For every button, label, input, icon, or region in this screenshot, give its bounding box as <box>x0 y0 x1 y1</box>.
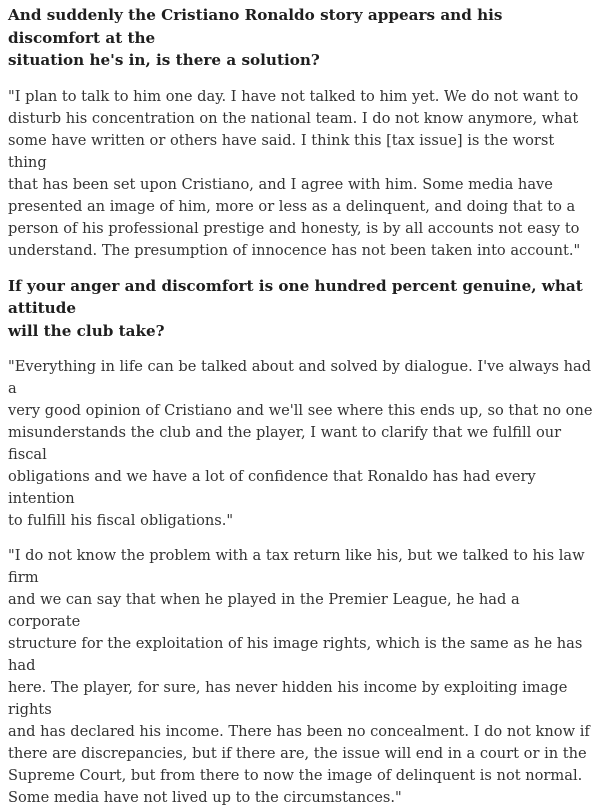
article-body <box>8 4 595 809</box>
answer-line: person of his professional prestige and honesty, is by all accounts not easy to <box>8 219 580 237</box>
answer-line: understand. The presumption of innocence has not been taken into account." <box>8 241 581 259</box>
question-line: And suddenly the Cristiano Ronaldo story appears and his discomfort at the <box>8 6 503 47</box>
answer-line: to fulfill his fiscal obligations." <box>8 512 234 529</box>
question-line: If your anger and discomfort is one hundred percent genuine, what attitude <box>8 276 583 317</box>
answer-line: "Everything in life can be talked about and solved by dialogue. I've always had a <box>8 358 592 397</box>
answer-line: structure for the exploitation of his image rights, which is the same as he has had <box>8 635 583 674</box>
answer-line: misunderstands the club and the player, I want to clarify that we fulfill our fiscal <box>8 424 562 463</box>
answer-line: disturb his concentration on the national team. I do not know anymore, what <box>8 109 579 127</box>
interview-question <box>8 4 595 72</box>
answer-line: and we can say that when he played in the Premier League, he had a corporate <box>8 591 520 630</box>
answer-line: Some media have not lived up to the circumstances." <box>8 789 402 806</box>
answer-line: presented an image of him, more or less as a delinquent, and doing that to a <box>8 197 576 215</box>
interview-question <box>8 275 595 343</box>
interview-answer <box>8 86 595 262</box>
answer-line: that has been set upon Cristiano, and I agree with him. Some media have <box>8 175 553 193</box>
answer-line: "I plan to talk to him one day. I have not talked to him yet. We do not want to <box>8 87 579 105</box>
answer-line: there are discrepancies, but if there are, the issue will end in a court or in the <box>8 745 587 762</box>
answer-line: "I do not know the problem with a tax return like his, but we talked to his law firm <box>8 547 585 586</box>
answer-line: some have written or others have said. I think this [tax issue] is the worst thing <box>8 131 555 171</box>
answer-line: here. The player, for sure, has never hidden his income by exploiting image rights <box>8 679 568 718</box>
interview-answer <box>8 545 595 809</box>
question-line: situation he's in, is there a solution? <box>8 51 320 69</box>
answer-line: very good opinion of Cristiano and we'll see where this ends up, so that no one <box>8 402 593 419</box>
answer-line: Supreme Court, but from there to now the image of delinquent is not normal. <box>8 767 583 784</box>
answer-line: obligations and we have a lot of confidence that Ronaldo has had every intention <box>8 468 536 507</box>
answer-line: and has declared his income. There has been no concealment. I do not know if <box>8 723 590 740</box>
question-line: will the club take? <box>8 321 165 340</box>
interview-answer <box>8 356 595 532</box>
